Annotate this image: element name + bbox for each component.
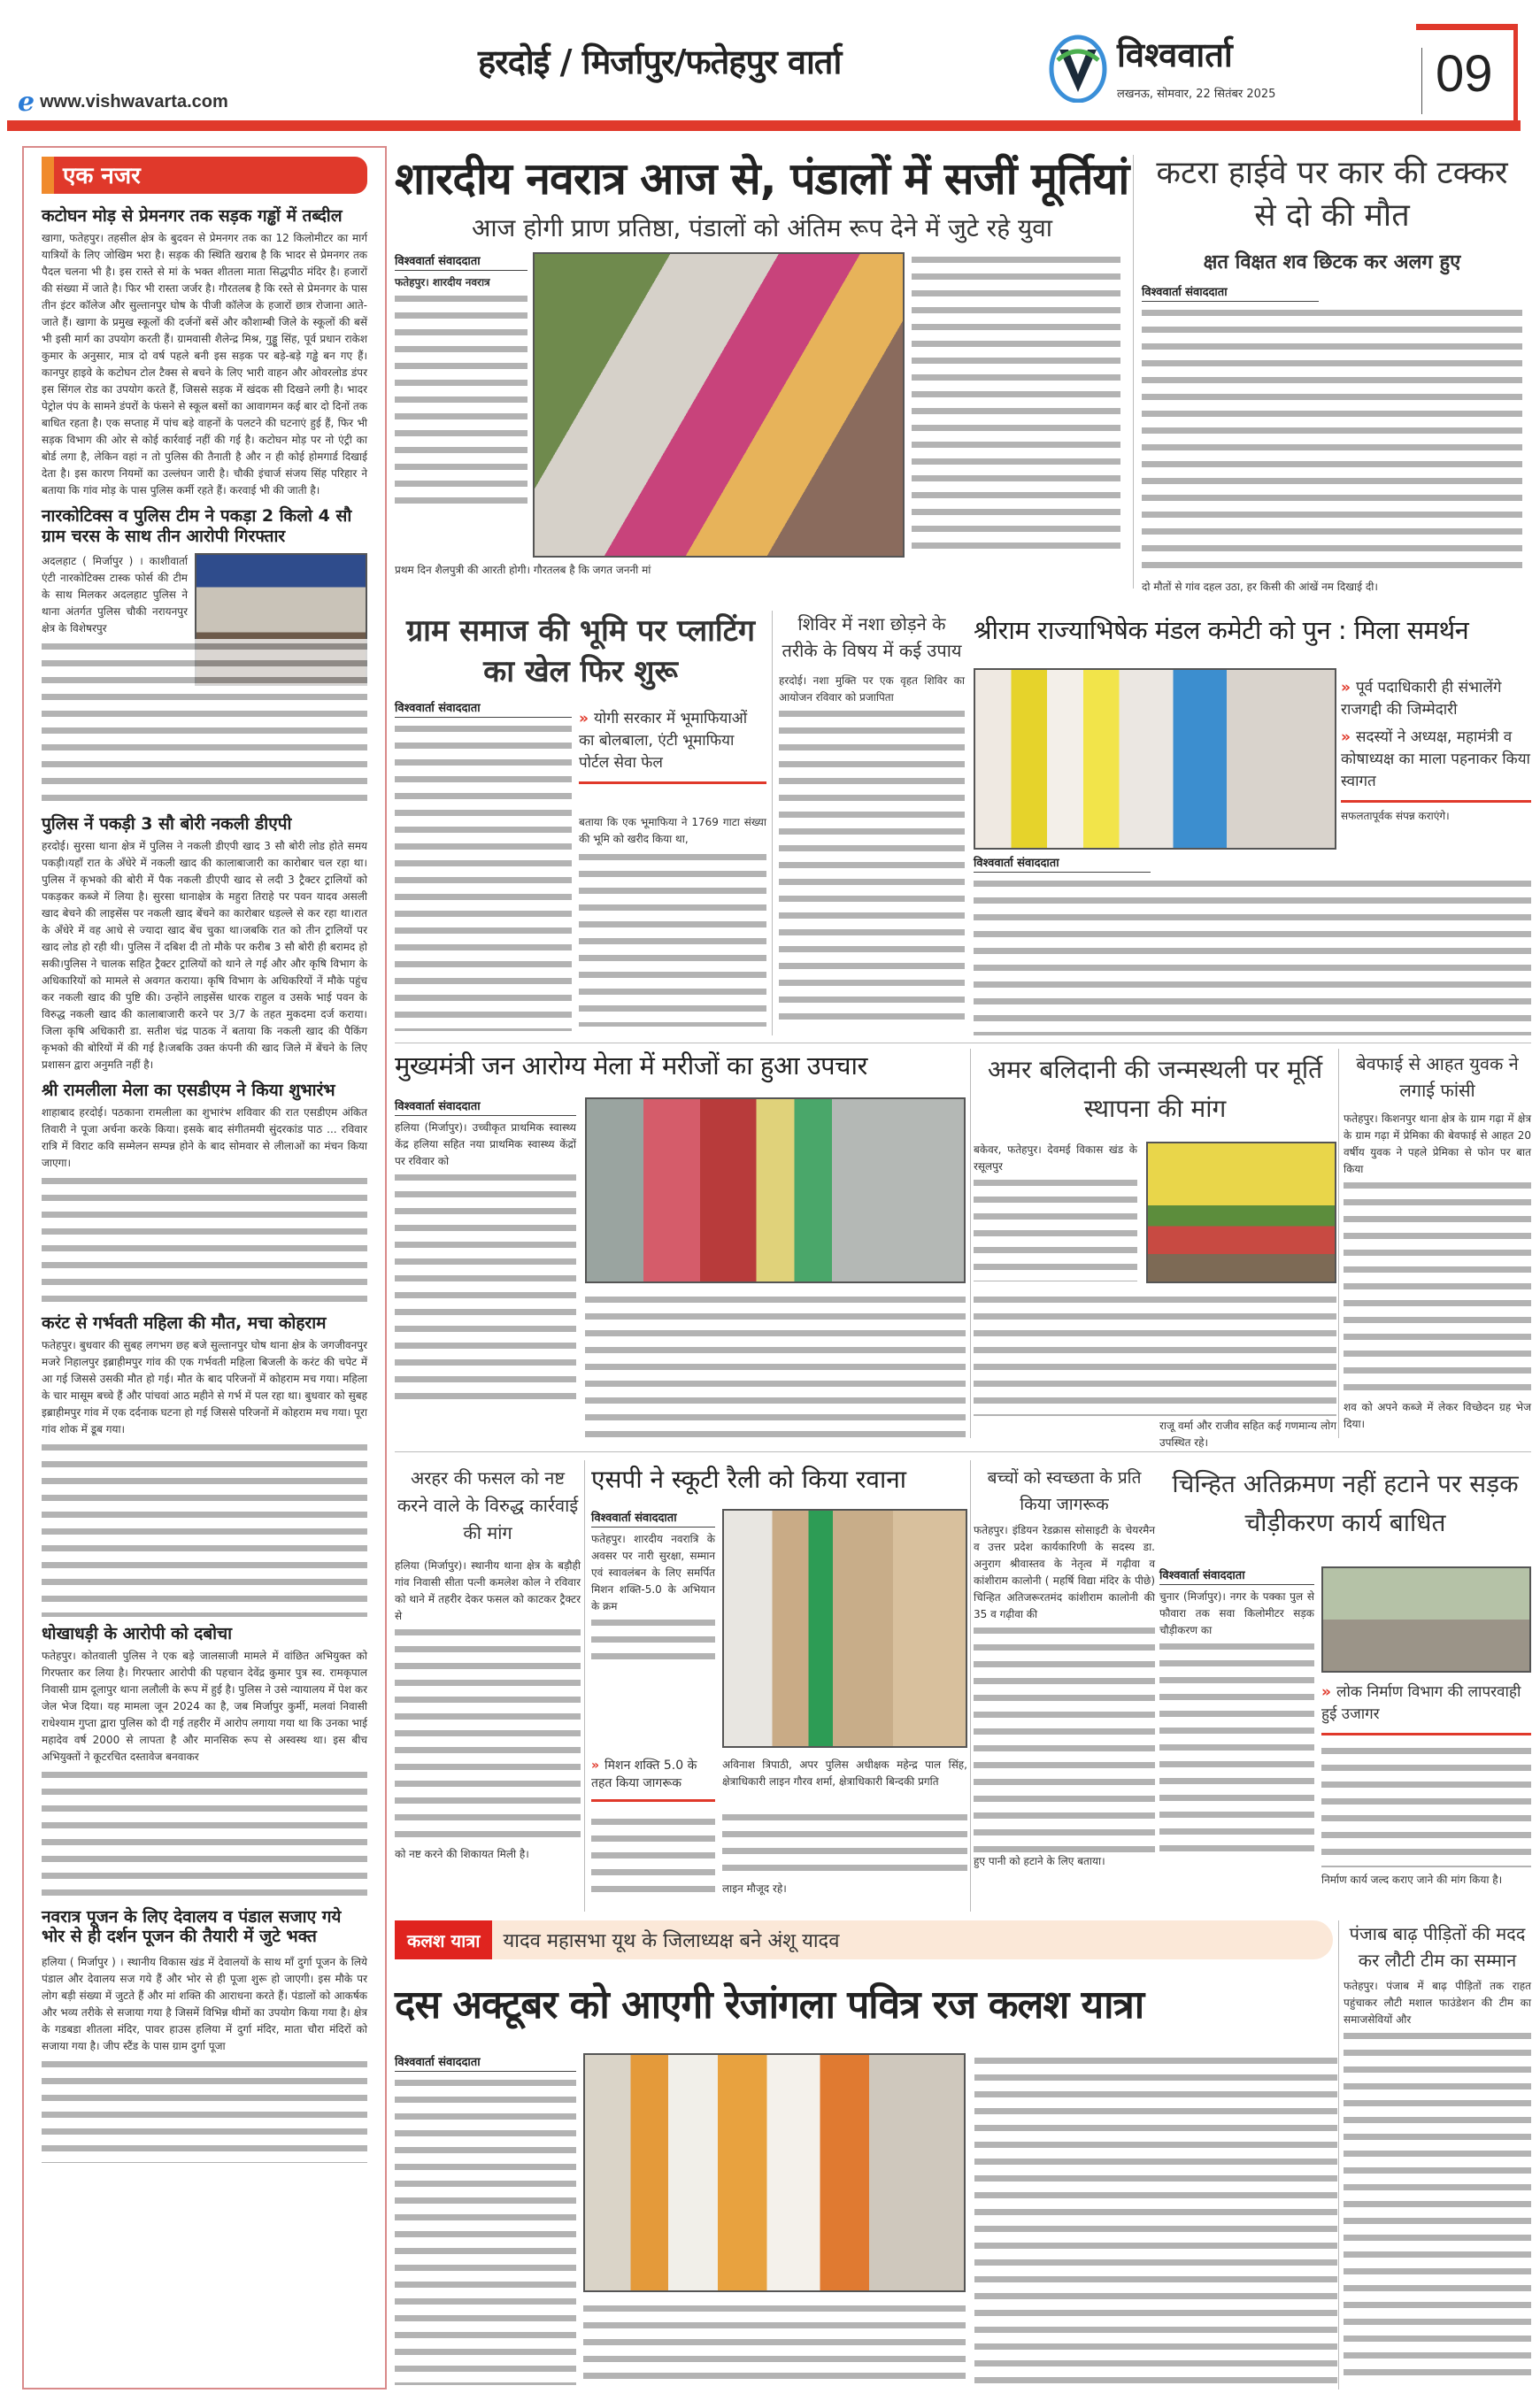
story-current: करंट से गर्भवती महिला की मौत, मचा कोहराम फतेहपुर। बुधवार की सुबह लगभग छह बजे सुल्तानपुर घोष थाना क्षेत्र के जगजीवनपुर मजरे निहालपुर इब्राहीमपुर गांव की एक गर्भवती महिला बिजली के करंट की चपेट में आ गई जिससे उसकी मौत हो गई। मौत के बाद परिजनों में कोहराम मच गया। महिला के चार मासूम बच्चे हैं और पांचवां आठ महीने से गर्भ में पल रहा था। बुधवार को सुबह इब्राहीमपुर गांव में एक दर्दनाक घटना हो गई जिससे परिजनों में कोहराम मच गया। पूरा गांव शोक में डूब गया।	[42, 1313, 367, 1617]
story-fraud: धोखाधड़ी के आरोपी को दबोचा फतेहपुर। कोतवाली पुलिस ने एक बड़े जालसाजी मामले में वांछित अभियुक्त को गिरफ्तार कर लिया है। गिरफ्तार आरोपी की पहचान देवेंद्र कुमार पुत्र स्व. रामकृपाल निवासी ग्राम दूलापुर थाना ललौली के रूप में हुई है। पुलिस ने उसे न्यायालय में पेश कर जेल भेज दिया। यह मामला जून 2024 का है, जब मिर्जापुर कुर्मी, मलवां निवासी राधेश्याम गुप्ता द्वारा पुलिस को दी गई तहरीर में आरोप लगाया गया था कि उनका भाई महादेव वर्ष 2000 से लापता है और मानसिक रूप से अस्वस्थ था। इस बीच अभियुक्तों ने कूटरचित दस्तावेज बनवाकर	[42, 1624, 367, 1900]
shriram-headline: श्रीराम राज्याभिषेक मंडल कमेटी को पुन : मिला समर्थन	[974, 615, 1469, 645]
section-title: हरदोई / मिर्जापुर/फतेहपुर वार्ता	[478, 42, 842, 81]
page-number: 09	[1436, 45, 1493, 103]
kalash-tag: कलश यात्रा	[395, 1920, 492, 1959]
chevron-icon: »	[1321, 1683, 1331, 1701]
bachche-headline: बच्चों को स्वच्छता के प्रति किया जागरूक	[987, 1468, 1142, 1514]
shriram-committee-photo	[974, 668, 1336, 850]
story-ramleela: श्री रामलीला मेला का एसडीएम ने किया शुभारंभ शाहाबाद हरदोई। पठकाना रामलीला का शुभारंभ शविवार की रात एसडीएम अंकित तिवारी ने पूजा अर्चना करके किया। इसके बाद संगीतमयी सुंदरकांड पाठ ... रविवार रात्रि में विराट कवि सम्मेलन सम्पन्न होने के बाद सोमवार से लीलाओं का मंचन किया जाएगा।	[42, 1081, 367, 1306]
shivir-body: हरदोई। नशा मुक्ति पर एक वृहत शिविर का आयोजन रविवार को प्रजापिता	[779, 673, 965, 1025]
header-rule	[7, 120, 1521, 131]
sp-body: विश्ववार्ता संवाददाता फतेहपुर। शारदीय नवरात्रि के अवसर पर नारी सुरक्षा, सम्मान एवं स्वावलंबन के लिए समर्पित मिशन शक्ति-5.0 के अभियान के क्रम » मिशन शक्ति 5.0 के तहत किया जागरूक अविनाश त्रिपाठी, अपर पुलिस अधीक्षक महेन्द्र पाल सिंह, क्षेत्राधिकारी लाइन गौरव शर्मा, क्षेत्राधिकारी बिन्दकी प्रगति लाइन मौजूद रहे।	[591, 1509, 967, 1912]
katra-body: विश्ववार्ता संवाददाता दो मौतों से गांव दहल उठा, हर किसी की आंखें नम दिखाई दी।	[1142, 283, 1522, 596]
arhar-body: हलिया (मिर्जापुर)। स्थानीय थाना क्षेत्र के बड़ौही गांव निवासी सीता पत्नी कमलेश कोल ने रविवार को थाने में तहरीर देकर फसल को काटकर ट्रैक्टर से को नष्ट करने की शिकायत मिली है।	[395, 1559, 581, 1860]
brand-logo	[1047, 34, 1109, 103]
browser-e-icon: e	[18, 87, 35, 118]
atikraman-body: विश्ववार्ता संवाददाता चुनार (मिर्जापुर)। नगर के पक्का पुल से फौवारा तक सवा किलोमीटर सड़क चौड़ीकरण का » लोक निर्माण विभाग की लापरवाही हुई उजागर निर्माण कार्य जल्द कराए जाने की मांग किया है।	[1159, 1566, 1531, 1912]
brand-name: विश्ववार्ता	[1117, 35, 1233, 74]
top-headline: शारदीय नवरात्र आज से, पंडालों में सजीं मूर्तियां	[395, 153, 1129, 204]
website-url[interactable]: e www.vishwavarta.com	[18, 87, 228, 118]
story-road: कटोघन मोड़ से प्रेमनगर तक सड़क गड्ढों में तब्दील खागा, फतेहपुर। तहसील क्षेत्र के बुदवन से प्रेमनगर तक का 12 किलोमीटर का मार्ग यात्रियों के लिए जोखिम भरा है। सड़क की स्थिति खराब है कि भादर से प्रेमनगर तक पैदल चलना भी है। इस रास्ते से मां के भक्त शीतला माता सिद्धपीठ मंदिर है। हजारों की संख्या में जाते है। फिर भी रास्ता जर्जर है। गौरतलब है कि रस्ते से प्रेमनगर के पास तीन इंटर कॉलेज और सुल्तानपुर घोष के पीजी कॉलेज के हजारों छात्र रोजाना आते-जाते हैं। खागा के प्रमुख स्कूलों की दर्जनों बसें और कौशाम्बी जिले के स्कूलों की बसें भी इसी मार्ग का उपयोग करती हैं। ग्रामवासी शैलेन्द्र मिश्र, गुड्डू सिंह, पूर्व प्रधान राकेश कुमार के अनुसार, मात्र दो वर्ष पहले बनी इस सड़क पर बड़े-बड़े गड्ढे बन गए हैं। कानपुर हाइवे के कटोघन टोल टैक्स से बचने के लिए भारी वाहन और ओवरलोड डंपर इस सिंगल रोड का उपयोग करते हैं, जिससे सड़क में खंदक सी दिखने लगी है। भादर पेट्रोल पंप के सामने डंपरों के फंसने से स्कूल बसों का आवागमन कई बार दो दिनों तक बाधित रहता है। एक सप्ताह में पांच बड़े वाहनों के पलटने की घटनाएं हुई हैं, फिर भी सड़क विभाग की ओर से कोई कार्रवाई नहीं की गई है। कटोघन मोड़ पर नो एंट्री का बोर्ड लगा है, लेकिन वहां न तो पुलिस की तैनाती है और न ही कोई होमगार्ड दिखाई देता है। इस कारण नियमों का उल्लंघन जारी है। चौकी इंचार्ज संजय सिंह परिहार ने बताया कि गांव मोड़ के पास पुलिस कर्मी रहते हैं। करवाई भी की जाती है।	[42, 206, 367, 496]
katra-subhead: क्षत विक्षत शव छिटक कर अलग हुए	[1203, 251, 1461, 273]
story-navratra: नवरात्र पूजन के लिए देवालय व पंडाल सजाए गये भोर से ही दर्शन पूजन की तैयारी में जुटे भक्त हलिया ( मिर्जापुर ) । स्थानीय विकास खंड में देवालयों के साथ माँ दुर्गा पूजन के लिये पंडाल और देवालय सज गये हैं और भोर से ही पूजा शुरू हो जाएगी। इस मौके पर लोग बड़ी संख्या में जुटते हैं और मां शक्ति की आराधना करते हैं। पंडालों को आकर्षक और भव्य तरीके से सजाया गया है जिसमें विभिन्न थीमों का उपयोग किया गया है। क्षेत्र के गडबडा शीतला मंदिर, पावर हाउस हलिया में दुर्गा मंदिर, माता चौरा मंदिरों को सजाया गया है। जीप स्टैंड के पास ग्राम दुर्गा पूजा	[42, 1907, 367, 2164]
chevron-icon: »	[591, 1758, 600, 1773]
sp-callout: » मिशन शक्ति 5.0 के तहत किया जागरूक	[591, 1757, 715, 1802]
atikraman-headline: चिन्हित अतिक्रमण नहीं हटाने पर सड़क चौड़ीकरण कार्य बाधित	[1172, 1469, 1519, 1537]
ek-nazar-column	[22, 146, 387, 2389]
dateline: लखनऊ, सोमवार, 22 सितंबर 2025	[1117, 88, 1276, 101]
amar-body: बकेवर, फतेहपुर। देवमई विकास खंड के रसूलपुर राजू वर्मा और राजीव सहित कई गणमान्य लोग उपस्थित रहे।	[974, 1143, 1336, 1449]
story-narcotics: नारकोटिक्स व पुलिस टीम ने पकड़ा 2 किलो 4 सौ ग्राम चरस के साथ तीन आरोपी गिरफ्तार अदलहाट ( मिर्जापुर ) । काशीवार्ता एंटी नारकोटिक्स टास्क फोर्स की टीम के साथ मिलकर अदलहाट पुलिस ने थाना अंतर्गत पुलिस चौकी नरायनपुर क्षेत्र के विशेषरपुर	[42, 506, 367, 808]
road-widening-photo	[1321, 1566, 1531, 1673]
gram-callout: » योगी सरकार में भूमाफियाओं का बोलबाला, एंटी भूमाफिया पोर्टल सेवा फेल	[579, 708, 766, 784]
chevron-icon: »	[1341, 728, 1351, 746]
shivir-headline: शिविर में नशा छोड़ने के तरीके के विषय में कई उपाय	[782, 613, 962, 661]
gram-headline: ग्राम समाज की भूमि पर प्लाटिंग का खेल फिर शुरू	[405, 613, 756, 689]
amar-headline: अमर बलिदानी की जन्मस्थली पर मूर्ति स्थापना की मांग	[987, 1055, 1323, 1123]
kalash-band	[395, 1920, 1333, 1959]
sp-headline: एसपी ने स्कूटी रैली को किया रवाना	[591, 1465, 907, 1494]
scooty-rally-photo	[722, 1509, 967, 1748]
arogya-headline: मुख्यमंत्री जन आरोग्य मेला में मरीजों का हुआ उपचार	[395, 1050, 867, 1081]
arhar-headline: अरहर की फसल को नष्ट करने वाले के विरुद्ध कार्रवाई की मांग	[397, 1467, 579, 1543]
page-number-box	[1416, 24, 1518, 130]
punjab-headline: पंजाब बाढ़ पीड़ितों की मदद कर लौटी टीम का सम्मान	[1349, 1923, 1526, 1971]
kalash-band-text: यादव महासभा यूथ के जिलाध्यक्ष बने अंशू यादव	[503, 1930, 840, 1952]
bewafai-headline: बेवफाई से आहत युवक ने लगाई फांसी	[1356, 1053, 1519, 1101]
chevron-icon: »	[1341, 679, 1351, 696]
bachche-body: फतेहपुर। इंडियन रेडक्रास सोसाइटी के चेयरमैन व उत्तर प्रदेश कार्यकारिणी के सदस्य डा. अनुराग श्रीवास्तव के नेतृत्व में गढ़ीवा व कांशीराम कालोनी ( महर्षि विद्या मंदिर के पीछे) चिन्हित अतिजरूरतमंद कांशीराम कालोनी की 35 व गढ़ीवा की हुए पानी को हटाने के लिए बताया।	[974, 1524, 1155, 1867]
memorial-photo	[1146, 1142, 1336, 1283]
ek-nazar-label: एक नजर	[42, 157, 367, 194]
gram-body: विश्ववार्ता संवाददाता » योगी सरकार में भूमाफियाओं का बोलबाला, एंटी भूमाफिया पोर्टल सेवा फेल बताया कि एक भूमाफिया ने 1769 गाटा संख्या की भूमि को खरीद किया था,	[395, 699, 766, 1035]
katra-headline: कटरा हाईवे पर कार की टक्कर से दो की मौत	[1156, 155, 1508, 234]
shriram-callouts: » पूर्व पदाधिकारी ही संभालेंगे राजगद्दी की जिम्मेदारी » सदस्यों ने अध्यक्ष, महामंत्री व कोषाध्यक्ष का माला पहनाकर किया स्वागत सफलतापूर्वक संपन्न कराएंगे।	[1341, 679, 1530, 822]
story-dap: पुलिस नें पकड़ी 3 सौ बोरी नकली डीएपी हरदोई। सुरसा थाना क्षेत्र में पुलिस ने नकली डीएपी खाद 3 सौ बोरी लोड होते समय पकड़ी।यहाँ रात के अँधेरे में नकली खाद की कालाबाजारी का कारोबार चल रहा था।पुलिस नें कृभको की बोरी में पैक नकली डीएपी खाद से लदी 3 ट्रैक्टर ट्रालियों को पकड़कर कब्जे में लिया है। सुरसा थानाक्षेत्र के महुरा तिराहे पर पवन यादव असली खाद बेचने की लाइसेंस पर नकली खाद बेंचने का कारोबार धड़ल्ले से कर रहा था।रात के अँधेरे में वह आधे से ज्यादा खाद बेंच चुका था।जबकि रात को तीन ट्रालियों पर खाद लोड हो रही थी। पुलिस नें दबिश दी तो मौके पर करीब 3 सौ बोरी ही बरामद हो सकी।पुलिस ने चालक सहित ट्रैक्टर ट्रालियों को थाने ले गई और और कृषि विभाग के अधिकारियों को मामले से अवगत कराया। कृषि विभाग के अधिकरियों नें मौके पहुंच कर नकली खाद की पुष्टि की। उन्होंने लाइसेंस धारक राहुल व उसके भाई पवन के विरुद्ध नकली खाद की कालाबाजारी करने पर 3/7 के तहत मुकदमा दर्ज कराया। जिला कृषि अधिकारी डा. सतीश चंद्र पाठक नें बताया कि नकली खाद की पैकिंग कृभको की बोरियों में की गई है।जबकि उक्त कंपनी की खाद जिले में बेंचने के लिए प्रशासन द्वारा अनुमति नहीं है।	[42, 814, 367, 1072]
arogya-body: विश्ववार्ता संवाददाता हलिया (मिर्जापुर)। उच्चीकृत प्राथमिक स्वास्थ्य केंद्र हलिया सहित नया प्राथमिक स्वास्थ्य केंद्रों पर रविवार को	[395, 1097, 966, 1443]
health-camp-photo	[585, 1097, 966, 1283]
top-story-body: विश्ववार्ता संवाददाता फतेहपुर। शारदीय नवरात्र प्रथम दिन शैलपुत्री की आरती होगी। गौरतलब है कि जगत जननी मां	[395, 252, 1120, 580]
kalash-headline: दस अक्टूबर को आएगी रेजांगला पवित्र रज कलश यात्रा	[395, 1982, 1144, 2028]
atikraman-callout: » लोक निर्माण विभाग की लापरवाही हुई उजागर	[1321, 1681, 1531, 1735]
chevron-icon: »	[579, 710, 589, 727]
top-subhead: आज होगी प्राण प्रतिष्ठा, पंडालों को अंतिम रूप देने में जुटे रहे युवा	[471, 213, 1053, 242]
shriram-body: विश्ववार्ता संवाददाता	[974, 854, 1531, 1035]
punjab-body: फतेहपुर। पंजाब में बाढ़ पीड़ितों तक राहत पहुंचाकर लौटी मशाल फाउंडेशन की टीम का समाजसेवियों और	[1344, 1978, 1531, 2382]
kalash-group-photo	[583, 2053, 966, 2292]
bewafai-body: फतेहपुर। किशनपुर थाना क्षेत्र के ग्राम गढ़ा में क्षेत्र के ग्राम गढ़ा में प्रेमिका की बेवफाई से आहत 20 वर्षीय युवक ने पहले प्रेमिका से फोन पर बात किया शव को अपने कब्जे में लेकर विच्छेदन ग्रह भेज दिया।	[1344, 1112, 1531, 1430]
kalash-body: विश्ववार्ता संवाददाता	[395, 2053, 1337, 2389]
durga-idol-photo	[533, 252, 905, 558]
